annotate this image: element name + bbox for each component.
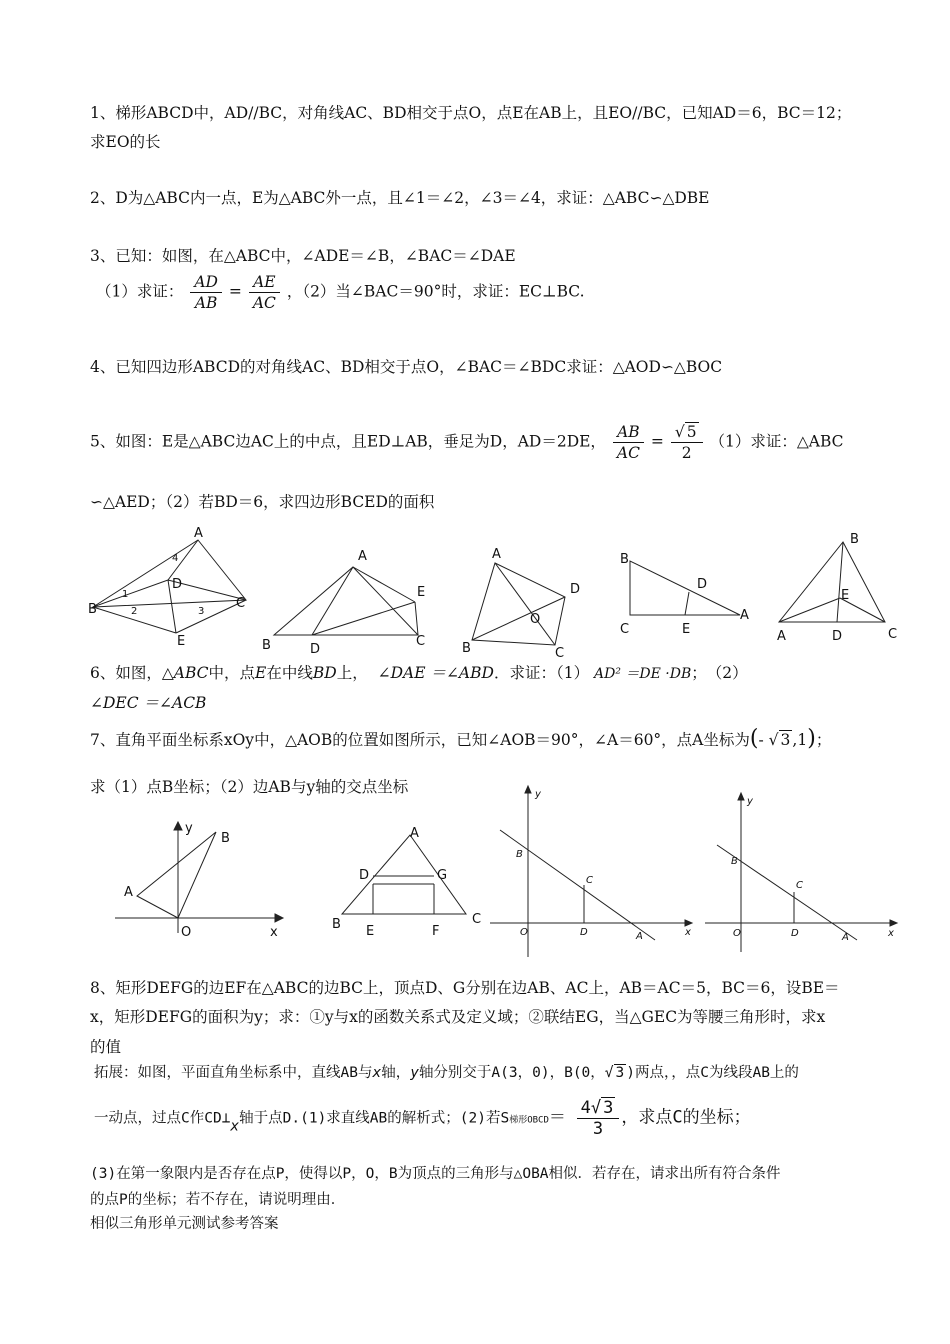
q7-coord-rest: ,1 [792,731,808,749]
q7-coord-minus: - [758,731,764,749]
q5-suffix: （1）求证：△ABC [709,432,844,451]
figure-5-triangle-abc [775,530,915,645]
q7-line1-end: ； [815,731,832,749]
f2-label-a: A [358,549,367,564]
g3-label-a: A [636,931,643,942]
f1-angle-1: 1 [122,589,129,600]
q5-eq: = [650,432,664,451]
g4-label-b: B [731,856,738,867]
figure-3-quadrilateral-abcd [460,545,590,661]
g4-label-c: C [796,880,803,891]
ext-line1-d: )两点，，点C为线段AB上的 [626,1065,799,1081]
ext-line2-c: ，求点C的坐标； [621,1107,751,1128]
ext-line2-sub: 梯形OBCD [509,1115,549,1126]
f3-label-d: D [570,582,581,597]
ext-frac-den: 3 [592,1119,604,1139]
ext-line1: 拓展：如图，平面直角坐标系中，直线AB与x轴，y轴分别交于A(3，0)，B(0，√ 3 )两点，，点C为线段AB上的 [94,1065,799,1081]
q6-line1 [90,662,748,685]
g4-label-o: O [733,928,741,939]
q8-line3: 的值 [90,1038,122,1056]
g1-label-a: A [124,885,133,900]
f5-label-b: B [850,532,859,547]
q7-line1: 7、直角平面坐标系xOy中，△AOB的位置如图所示，已知∠AOB＝90°，∠A＝60°，点A坐标为(- √ 3 ,1)； [90,726,832,751]
f1-label-e: E [177,634,186,649]
f1-angle-2: 2 [131,606,138,617]
q5-rhs-fraction [671,422,703,463]
q6-angle-eq: ∠DAE ＝∠ABD [377,664,494,682]
q3-frac2-den: AC [252,294,276,312]
f4-label-b: B [620,552,629,567]
q3-frac2-num: AE [249,272,280,293]
g3-label-x: x [685,927,691,938]
g3-label-d: D [580,927,588,938]
q3-frac1-num: AD [190,272,222,293]
ext-frac-sqrt: 3 [603,1098,614,1118]
q5-rhs-num: √ 5 [671,422,703,443]
q5-line1 [90,422,844,463]
q5-rhs-sqrt: 5 [686,423,697,441]
q1-line2: 求EO的长 [90,133,161,151]
f3-label-a: A [492,547,501,562]
g4-label-d: D [791,928,799,939]
ext-line1-y: y [410,1065,419,1081]
ext-line2-b: 轴于点D.(1)求直线AB的解析式；(2)若S [239,1110,510,1127]
figure-1-triangle-abc-de [88,525,258,655]
ext-frac-num: 4√ 3 [577,1098,620,1119]
g4-label-a: A [842,932,849,943]
g2-label-e: E [366,924,375,939]
g2-label-f: F [432,924,440,939]
f4-label-d: D [697,577,708,592]
ext-line1-sqrt: 3 [615,1065,625,1081]
ext-answers: 相似三角形单元测试参考答案 [90,1216,279,1232]
ext-line1-b: 轴， [381,1065,411,1081]
ext-line1-a: 拓展：如图，平面直角坐标系中，直线AB与 [94,1065,373,1081]
figure-4-right-triangle [615,545,760,645]
f1-angle-4: 4 [172,553,179,564]
f1-label-d: D [172,577,183,592]
f5-label-d: D [832,629,843,644]
figure-2-triangle-abc-de [260,545,435,655]
g3-label-b: B [516,849,523,860]
q3-frac1-den: AB [194,294,218,312]
ext-line3: (3)在第一象限内是否存在点P，使得以P，O，B为顶点的三角形与△OBA相似．若存在，请求出所有符合条件 [90,1166,781,1182]
f2-label-c: C [416,634,426,649]
g2-label-g: G [437,868,448,883]
q6-mid2: 在中线 [266,664,313,682]
g2-label-b: B [332,917,341,932]
f1-label-a: A [194,526,203,541]
ext-line1-x: x [372,1065,382,1081]
f4-label-e: E [682,622,691,637]
ext-frac-num-4: 4 [580,1098,591,1118]
g1-label-y: y [185,821,193,836]
q5-prefix: 5、如图：E是△ABC边AC上的中点，且ED⊥AB，垂足为D，AD＝2DE， [90,432,606,451]
f2-label-b: B [262,638,271,653]
q6-e: E [255,664,267,682]
f5-label-e: E [841,588,850,603]
q3-line1: 3、已知：如图，在△ABC中，∠ADE＝∠B，∠BAC＝∠DAE [90,247,516,265]
g1-label-o: O [181,925,192,940]
ext-fraction [577,1098,620,1139]
q7-line1-text: 7、直角平面坐标系xOy中，△AOB的位置如图所示，已知∠AOB＝90°，∠A＝60°，点A坐标为 [90,731,750,749]
f5-label-c: C [888,627,898,642]
f4-label-a: A [740,608,749,623]
f3-label-b: B [462,641,471,656]
figure-g3-line-ab [490,785,700,960]
q5-rhs-den: 2 [681,444,692,462]
q3-part2: ，（2）当∠BAC＝90°时，求证：EC⊥BC. [286,282,585,301]
q2-text: 2、D为△ABC内一点，E为△ABC外一点，且∠1＝∠2，∠3＝∠4，求证：△ABC∽△DBE [90,189,710,207]
q5-frac-num: AB [613,422,644,443]
q6-abc: ABC [173,664,209,682]
ext-line4: 的点P的坐标；若不存在，请说明理由． [90,1192,346,1208]
f3-label-o: O [530,612,541,627]
q7-coord-sqrt: 3 [780,731,791,749]
q6-mid3: 上， [336,664,368,682]
g4-label-y: y [747,796,753,807]
ext-line2-x: x [230,1118,240,1135]
q8-line2: x，矩形DEFG的面积为y；求：①y与x的函数关系式及定义域；②联结EG，当△GEC为等腰三角形时，求x [90,1008,826,1026]
q5-line2: ∽△AED；（2）若BD＝6，求四边形BCED的面积 [90,493,435,511]
q5-fraction [613,422,644,463]
figure-g4-line-ab [705,790,915,955]
q3-line2 [96,272,585,313]
figure-g2-rectangle-in-triangle [330,823,490,943]
g1-label-x: x [270,925,278,940]
q7-line2: 求（1）点B坐标；（2）边AB与y轴的交点坐标 [90,778,409,796]
ext-line1-c: 轴分别交于A(3，0)，B(0， [418,1065,605,1081]
g1-label-b: B [221,831,230,846]
q6-expr: AD² ＝DE ·DB [594,666,692,682]
ext-line2-eq: ＝ [548,1107,566,1128]
q1-line1: 1、梯形ABCD中，AD//BC，对角线AC、BD相交于点O，点E在AB上，且EO//BC，已知AD＝6，BC＝12； [90,104,852,122]
g3-label-o: O [520,927,528,938]
q6-mid1: 中，点 [208,664,256,682]
f1-label-b: B [88,602,97,617]
f2-label-e: E [417,585,426,600]
f1-label-c: C [236,596,246,611]
g4-label-x: x [888,928,894,939]
g2-label-d: D [359,868,370,883]
q3-fraction-2 [249,272,280,313]
f2-label-d: D [310,642,321,657]
q6-mid5: ； （2） [691,664,748,682]
f3-label-c: C [555,646,565,661]
q3-fraction-1 [190,272,222,313]
q3-part1-prefix: （1）求证： [96,282,184,301]
q6-mid4: ．求证：（1） [493,664,590,682]
ext-line2 [94,1098,751,1139]
q6-prefix: 6、如图，△ [90,664,174,682]
q6-line2: ∠DEC ＝∠ACB [90,694,207,712]
f1-angle-3: 3 [198,606,205,617]
g3-label-c: C [586,875,593,886]
ext-line2-a: 一动点，过点C作CD⊥ [94,1110,231,1127]
q4-text: 4、已知四边形ABCD的对角线AC、BD相交于点O，∠BAC＝∠BDC求证：△AOD∽△BOC [90,358,723,376]
q8-line1: 8、矩形DEFG的边EF在△ABC的边BC上，顶点D、G分别在边AB、AC上，AB＝AC＝5，BC＝6，设BE＝ [90,979,840,997]
f4-label-c: C [620,622,630,637]
g2-label-c: C [472,912,482,927]
f5-label-a: A [777,629,786,644]
g2-label-a: A [410,826,419,841]
figure-g1-coordinate-triangle [115,818,290,938]
q6-bd: BD [312,664,337,682]
q5-frac-den: AC [616,444,640,462]
q3-eq: = [228,282,242,301]
g3-label-y: y [535,789,541,800]
